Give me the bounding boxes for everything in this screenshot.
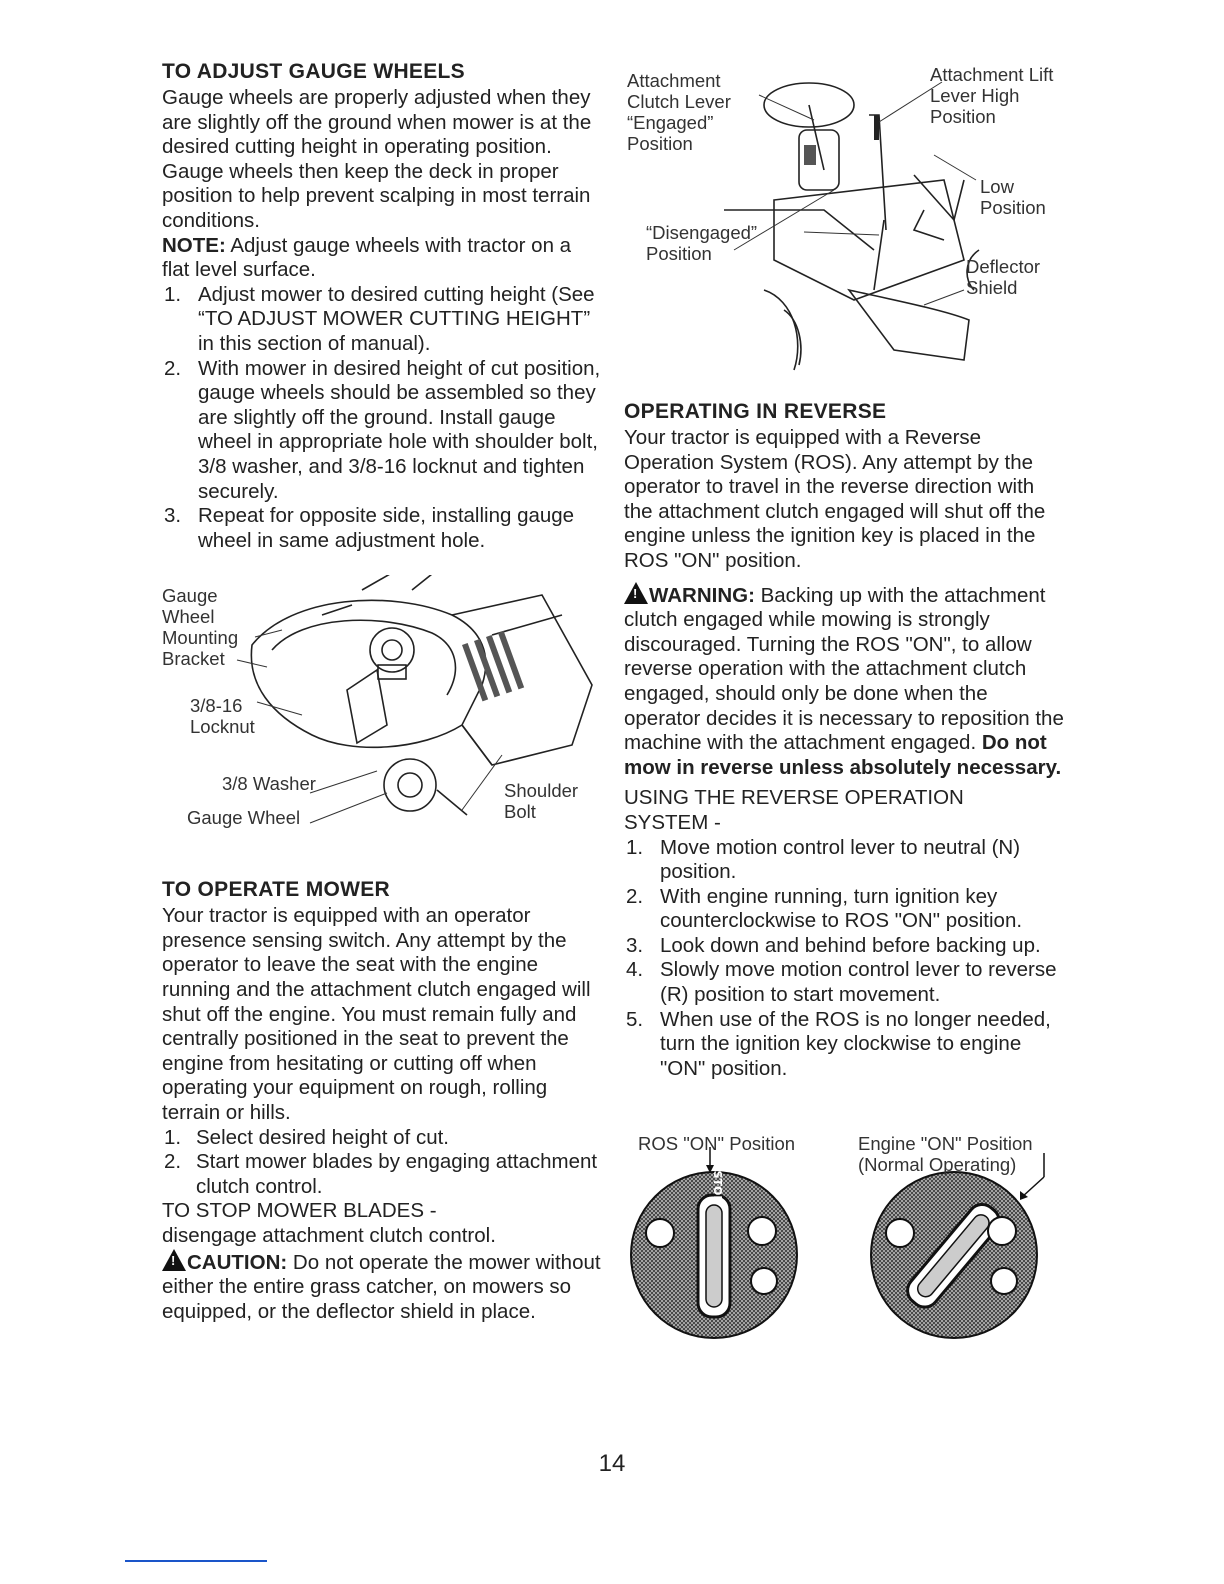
label-gauge-wheel: Gauge Wheel [187, 807, 301, 829]
stop-text: disengage attachment clutch control. [162, 1224, 496, 1247]
list-item [624, 934, 1064, 959]
warning-paragraph [624, 582, 1064, 781]
reverse-text: Your tractor is equipped with a Reverse Operation System (ROS). Any attempt by the operator to travel in the reverse direction with the attachment clutch engaged will shut off the engine unless the ignition key is placed in the ROS "ON" position. [624, 426, 1046, 572]
step-text: Slowly move motion control lever to reverse (R) position to start movement. [660, 958, 1057, 1007]
gauge-note [162, 234, 602, 283]
operate-text: Your tractor is equipped with an operator presence sensing switch. Any attempt by the operator to leave the seat with the engine running and the attachment clutch engaged will shut off the engine. You must remain fully and centrally positioned in the seat to prevent the engine from hesitating or cutting off when operating your equipment on rough, rolling terrain or hills. [162, 904, 591, 1125]
label-lift-lever: Attachment Lift Lever High Position [930, 64, 1054, 127]
caution-icon [162, 1249, 186, 1271]
step-text: Select desired height of cut. [196, 1125, 449, 1149]
step-text: Start mower blades by engaging attachment clutch control. [196, 1150, 598, 1198]
list-item [162, 283, 602, 357]
gauge-wheel-figure [162, 575, 602, 860]
list-item [624, 958, 1064, 1007]
list-item [162, 1126, 602, 1151]
operate-steps [162, 1126, 602, 1200]
caution-text: Do not operate the mower without either the entire grass catcher, on mowers so equipped, or the deflector shield in place. [162, 1250, 601, 1323]
label-locknut: 3/8-16 Locknut [190, 695, 255, 738]
gauge-heading: TO ADJUST GAUGE WHEELS [162, 60, 465, 83]
step-text: Repeat for opposite side, installing gauge wheel in same adjustment hole. [198, 504, 575, 552]
step-number: 1. [164, 282, 182, 306]
tractor-figure [624, 60, 1064, 390]
label-mounting-bracket: Gauge Wheel Mounting Bracket [162, 585, 239, 670]
label-low-position: Low Position [980, 176, 1046, 218]
step-text: Look down and behind before backing up. [660, 933, 1041, 957]
list-item [624, 1008, 1064, 1082]
step-text: Move motion control lever to neutral (N) position. [660, 835, 1021, 884]
gauge-intro: Gauge wheels are properly adjusted when they are slightly off the ground when mower is at the desired cutting height in operating position. Gauge wheels then keep the deck in proper position to help prevent scalping in most terrain conditions. [162, 86, 592, 232]
label-shoulder-bolt: Shoulder Bolt [504, 780, 579, 823]
warning-text: Backing up with the attachment clutch engaged while mowing is strongly discouraged. Turning the ROS "ON", to allow reverse operation with the attachment clutch engaged, should only be done when the operator decides it is necessary to reposition the machine with the attachment engaged. [624, 583, 1064, 755]
operate-heading: TO OPERATE MOWER [162, 878, 391, 902]
step-text: Adjust mower to desired cutting height (See “TO ADJUST MOWER CUTTING HEIGHT” in this section of manual). [198, 282, 595, 355]
caution-label: CAUTION: [187, 1250, 288, 1274]
engine-on-label: Engine "ON" Position (Normal Operating) [858, 1133, 1033, 1176]
step-number: 1. [626, 835, 644, 859]
label-deflector-shield: Deflector Shield [966, 256, 1041, 298]
footer-rule [125, 1560, 267, 1562]
step-number: 3. [626, 933, 644, 957]
label-clutch-lever: Attachment Clutch Lever “Engaged” Position [627, 70, 731, 154]
list-item [162, 504, 602, 553]
step-number: 4. [626, 958, 644, 982]
step-number: 1. [164, 1125, 182, 1149]
using-ros-heading: USING THE REVERSE OPERATION SYSTEM - [624, 786, 964, 834]
warning-label: WARNING: [649, 583, 755, 607]
ros-on-label: ROS "ON" Position [638, 1133, 796, 1155]
step-number: 2. [164, 356, 182, 380]
warning-bold-text: Do not mow in reverse unless absolutely necessary. [624, 731, 1062, 779]
label-disengaged: “Disengaged” Position [646, 222, 758, 264]
ros-stop-label: STOP [711, 1171, 724, 1204]
gauge-steps [162, 283, 602, 554]
step-number: 2. [164, 1150, 182, 1174]
list-item [162, 1150, 602, 1199]
list-item [162, 357, 602, 505]
note-text: Adjust gauge wheels with tractor on a flat level surface. [162, 233, 572, 282]
note-label: NOTE: [162, 233, 226, 257]
label-washer: 3/8 Washer [222, 773, 316, 795]
step-text: When use of the ROS is no longer needed, turn the ignition key clockwise to engine "ON" position. [660, 1007, 1051, 1080]
list-item [624, 885, 1064, 934]
list-item [624, 836, 1064, 885]
warning-icon [624, 582, 648, 604]
right-column [624, 60, 1064, 1363]
caution-paragraph [162, 1249, 602, 1325]
ros-steps [624, 836, 1064, 1082]
ignition-figure [624, 1133, 1064, 1363]
left-column [162, 60, 602, 1324]
step-text: With mower in desired height of cut position, gauge wheels should be assembled so they are slightly off the ground. Install gauge wheel in appropriate hole with shoulder bolt, 3/8 washer, and 3/8-16 locknut and tighten securely. [198, 356, 601, 503]
step-number: 5. [626, 1007, 644, 1031]
step-text: With engine running, turn ignition key counterclockwise to ROS "ON" position. [660, 884, 1023, 933]
step-number: 3. [164, 504, 182, 528]
page-number: 14 [598, 1450, 626, 1477]
step-number: 2. [626, 884, 644, 908]
reverse-heading: OPERATING IN REVERSE [624, 400, 887, 423]
stop-heading: TO STOP MOWER BLADES - [162, 1199, 437, 1223]
